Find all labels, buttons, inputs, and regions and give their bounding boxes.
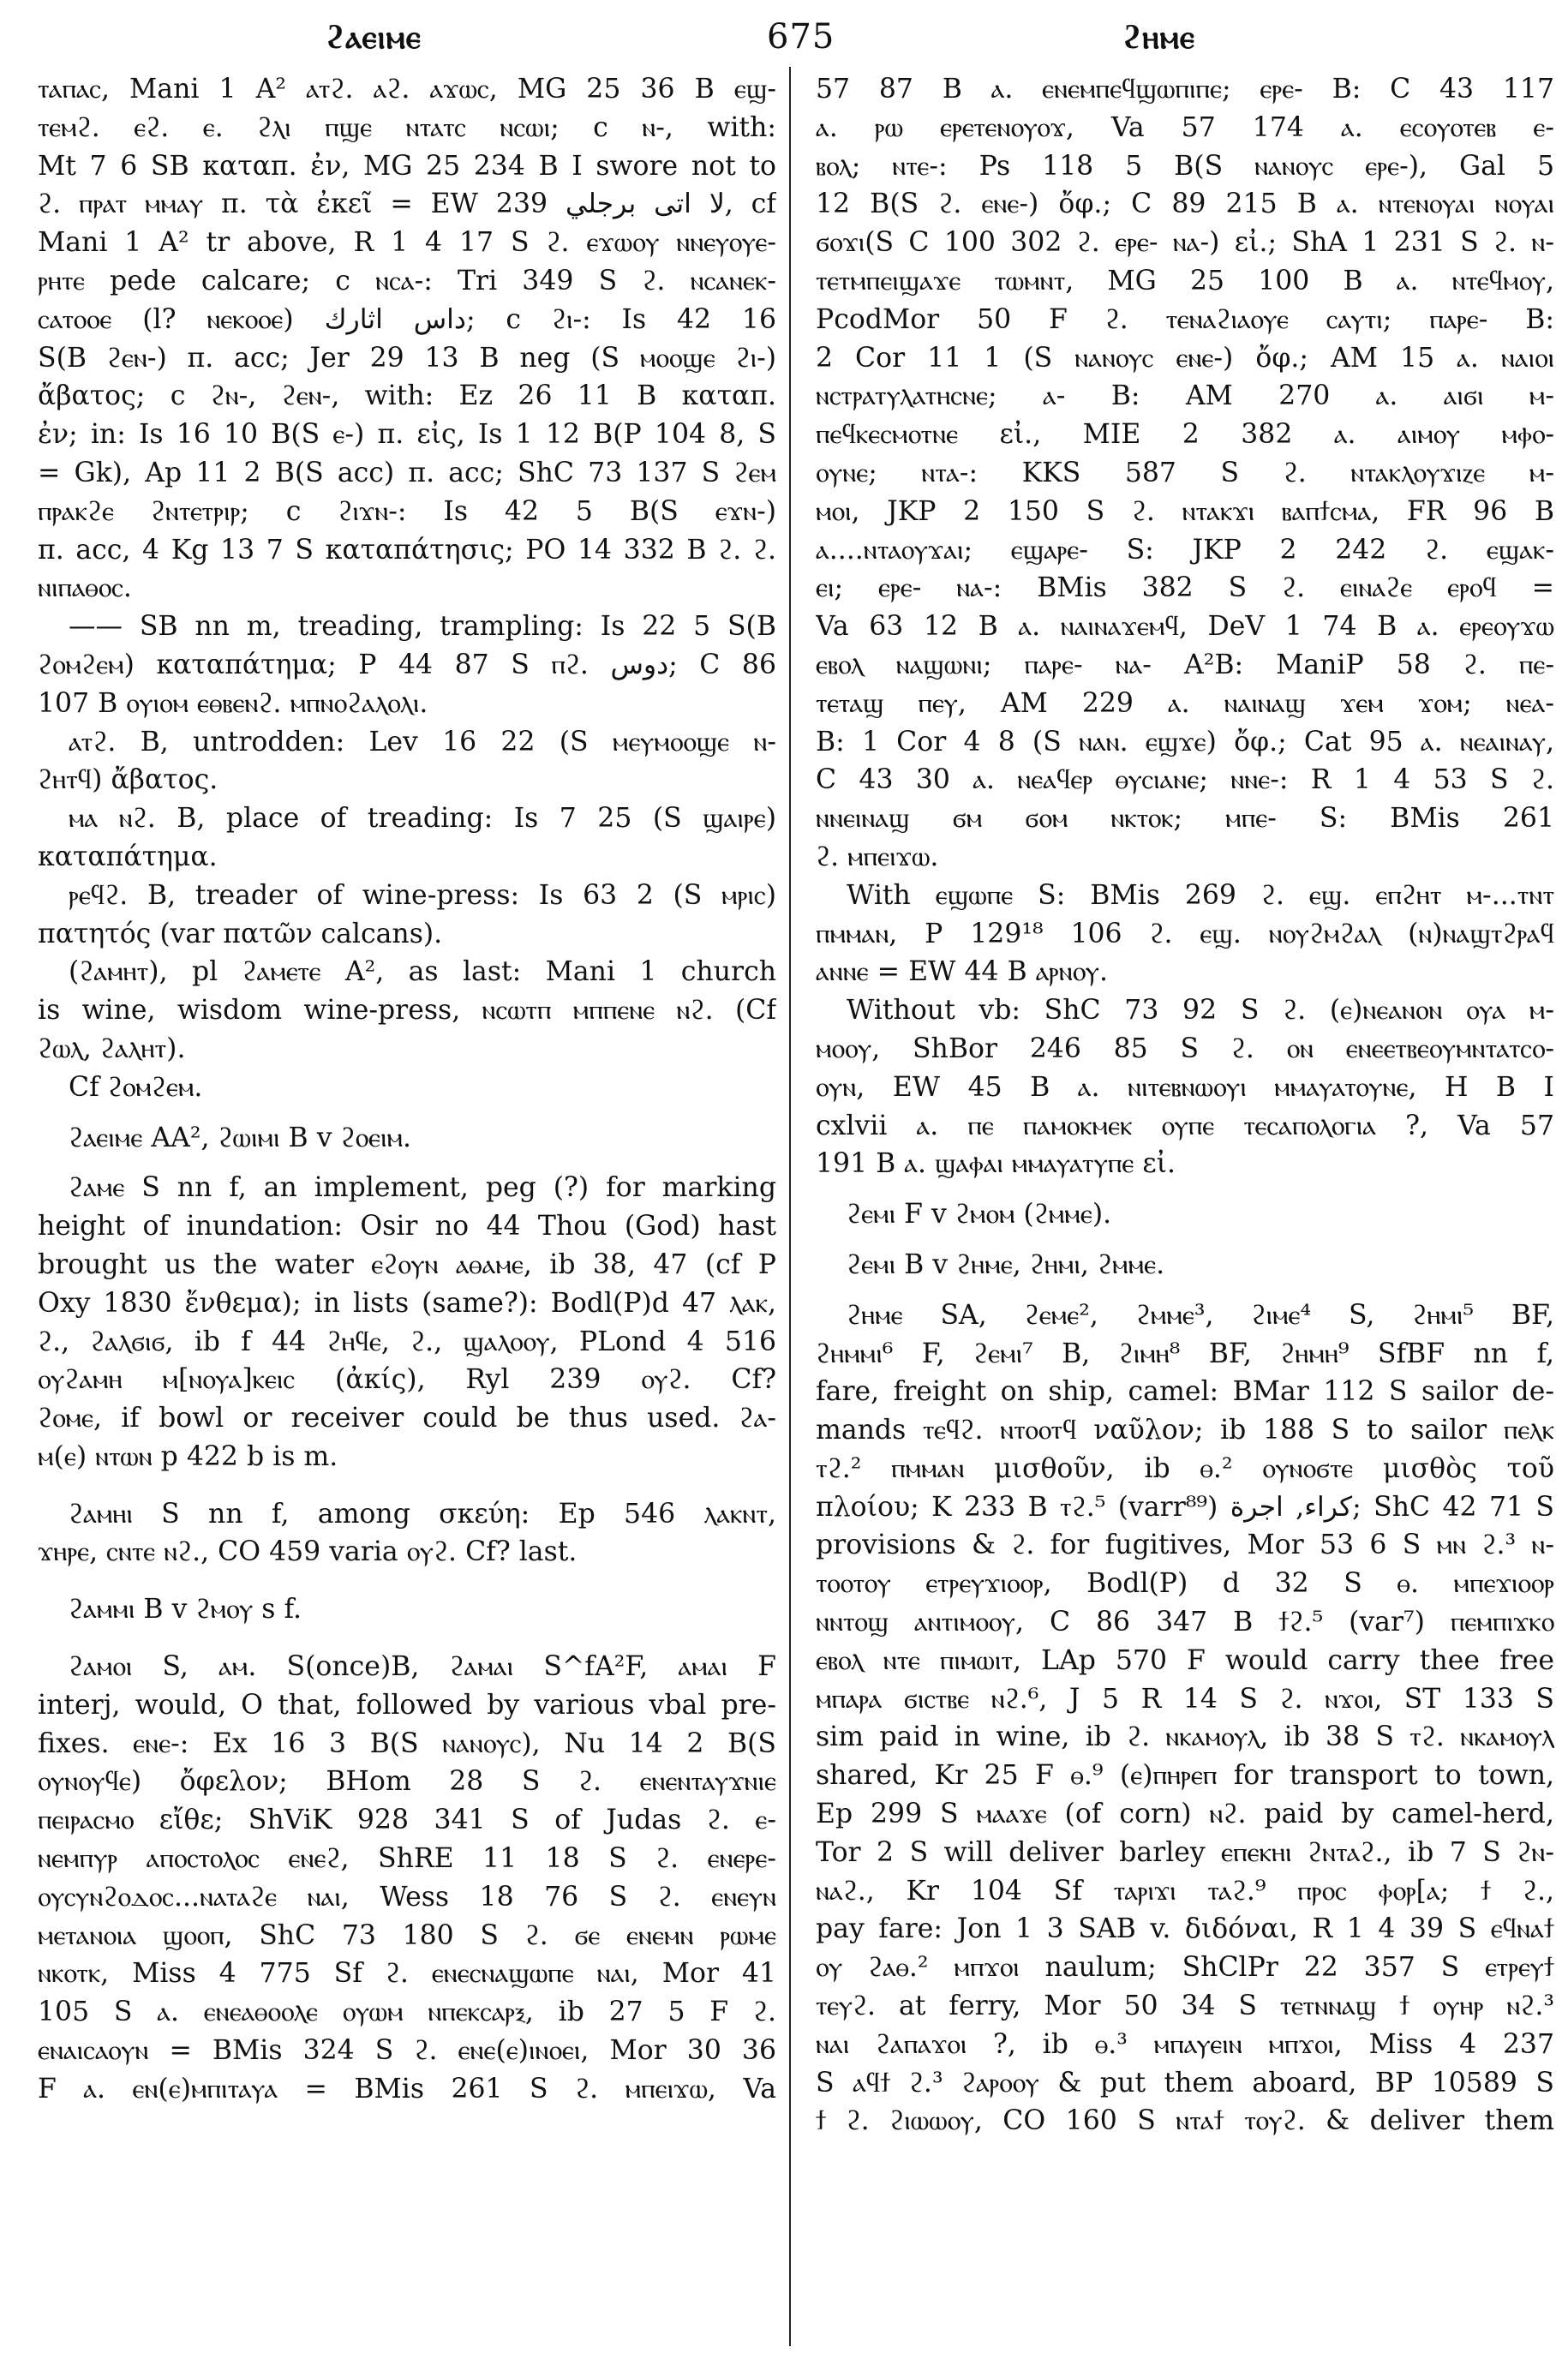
entry-headword-line: ϩⲉⲙⲓ B v ϩⲏⲙⲉ, ϩⲏⲙⲓ, ϩⲙⲙⲉ. xyxy=(847,1248,1165,1280)
running-head xyxy=(0,12,1568,63)
text-line: ⲛⲛⲉⲓⲛⲁϣ ϭⲙ ϭⲟⲙ ⲛⲕⲧⲟⲕ; ⲙⲡⲉ- S: BMis 261 xyxy=(816,803,1554,835)
text-line: With ⲉϣⲱⲡⲉ S: BMis 269 ϩ. ⲉϣ. ⲉⲡϩⲏⲧ ⲙ-...ⲧⲛⲧ xyxy=(847,879,1554,911)
text-line: ⲙⲁ ⲛϩ. B, place of treading: Is 7 25 (S ϣⲁⲓⲣⲉ) xyxy=(69,803,776,835)
entry-headword-line: ϩⲁⲙⲏⲓ S nn f, among σκεύη: Ep 546 ⲗⲁⲕⲛⲧ, xyxy=(69,1498,776,1530)
text-line: ⲧϩ.² ⲡⲙⲙⲁⲛ μισθοῦν, ib ⲑ.² ⲟⲩⲛⲟϭⲧⲉ μισθὸς τοῦ xyxy=(816,1452,1554,1484)
text-line: ἐν; in: Is 16 10 B(S ⲉ-) π. εἰς, Is 1 12 B(P 104 8, S xyxy=(38,419,776,451)
text-line: is wine, wisdom wine-press, ⲛⲥⲱⲧⲡ ⲙⲡⲡⲉⲛⲉ ⲛϩ. (Cf xyxy=(38,995,776,1027)
text-line: ⲧⲉⲧⲁϣ ⲡⲉⲩ, AM 229 ⲁ. ⲛⲁⲓⲛⲁϣ ϫⲉⲙ ϫⲟⲙ; ⲛⲉⲁ- xyxy=(816,687,1554,719)
text-line: ⲁⲛⲛⲉ = EW 44 B ⲁⲣⲛⲟⲩ. xyxy=(816,956,1108,988)
text-line: ⲛⲛⲧⲟϣ ⲁⲛⲧⲓⲙⲟⲟⲩ, C 86 347 B ϯϩ.⁵ (var⁷) ⲡⲉⲙⲡⲓϫⲕⲟ xyxy=(816,1607,1554,1638)
text-line: ⲣⲏⲧⲉ pede calcare; c ⲛⲥⲁ-: Tri 349 S ϩ. ⲛⲥⲁⲛⲉⲕ- xyxy=(38,265,776,296)
entry-headword-line: ϩⲁⲙⲙⲓ B v ϩⲙⲟⲩ s f. xyxy=(69,1594,302,1626)
text-line: ϫⲏⲣⲉ, ⲥⲛⲧⲉ ⲛϩ., CO 459 varia ⲟⲩϩ. Cf? last. xyxy=(38,1536,578,1568)
text-line: ⲟⲩⲛⲟⲩϥⲉ) ὄφελον; BHom 28 S ϩ. ⲉⲛⲉⲛⲧⲁⲩϫⲛⲓⲉ xyxy=(38,1766,776,1798)
text-line: ⲟⲩⲛ, EW 45 B ⲁ. ⲛⲓⲧⲉⲃⲛⲱⲟⲩⲓ ⲙⲙⲁⲩⲁⲧⲟⲩⲛⲉ, H B I xyxy=(816,1071,1554,1103)
entry-headword-line: ϩⲁⲙⲉ S nn f, an implement, peg (?) for marking xyxy=(69,1172,776,1204)
text-line: ⲁⲧϩ. B, untrodden: Lev 16 22 (S ⲙⲉⲩⲙⲟⲟϣⲉ ⲛ- xyxy=(69,726,776,757)
text-line: Ep 299 S ⲙⲁⲁϫⲉ (of corn) ⲛϩ. paid by camel-herd, xyxy=(816,1799,1554,1830)
left-column xyxy=(38,70,776,2350)
text-line: = Gk), Ap 11 2 B(S acc) π. acc; ShC 73 137 S ϩⲉⲙ xyxy=(38,457,776,488)
text-line: ϯ ϩ. ϩⲓⲱⲱⲟⲩ, CO 160 S ⲛⲧⲁϯ ⲧⲟⲩϩ. & deliver them xyxy=(816,2105,1554,2137)
text-line: ϩⲏⲙⲙⲓ⁶ F, ϩⲉⲙⲓ⁷ B, ϩⲓⲙⲏ⁸ BF, ϩⲏⲙⲏ⁹ SfBF nn f, xyxy=(816,1338,1554,1369)
running-head-right-word: ϩⲏⲙⲉ xyxy=(1122,17,1195,56)
text-line: (ϩⲁⲙⲏⲧ), pl ϩⲁⲙⲉⲧⲉ A², as last: Mani 1 church xyxy=(69,956,776,988)
text-line: ⲙⲟⲟⲩ, ShBor 246 85 S ϩ. ⲟⲛ ⲉⲛⲉⲉⲧⲃⲉⲟⲩⲙⲛⲧⲁⲧⲥⲟ- xyxy=(816,1033,1554,1064)
text-line: ⲡⲣⲁⲕϩⲉ ϩⲛⲧⲉⲧⲣⲓⲣ; c ϩⲓϫⲛ-: Is 42 5 B(S ⲉϫⲛ-) xyxy=(38,495,776,527)
text-line: pay fare: Jon 1 3 SAB v. διδόναι, R 1 4 39 S ⲉϥⲛⲁϯ xyxy=(816,1913,1554,1945)
text-line: ⲡⲙⲙⲁⲛ, P 129¹⁸ 106 ϩ. ⲉϣ. ⲛⲟⲩϩⲙϩⲁⲗ (ⲛ)ⲛⲁϣⲧϩⲣⲁϥ xyxy=(816,918,1554,949)
text-line: 191 B ⲁ. ϣⲁⲫⲁⲓ ⲙⲙⲁⲩⲁⲧⲩⲡⲉ εἰ. xyxy=(816,1148,1176,1180)
text-line: sim paid in wine, ib ϩ. ⲛⲕⲁⲙⲟⲩⲗ, ib 38 S ⲧϩ. ⲛⲕⲁⲙⲟⲩⲗ xyxy=(816,1721,1554,1753)
text-line: interj, would, O that, followed by various vbal pre- xyxy=(38,1689,776,1721)
entry-headword-line: ϩⲁⲉⲓⲙⲉ AA², ϩⲱⲓⲙⲓ B v ϩⲟⲉⲓⲙ. xyxy=(69,1122,412,1153)
running-head-left-word: ϩⲁⲉⲓⲙⲉ xyxy=(326,17,422,56)
text-line: ⲟⲩⲛⲉ; ⲛⲧⲁ-: KKS 587 S ϩ. ⲛⲧⲁⲕⲗⲟⲩϫⲓⲍⲉ ⲙ- xyxy=(816,457,1554,488)
text-line: Tor 2 S will deliver barley ⲉⲡⲉⲕⲏⲓ ϩⲛⲧⲁϩ., ib 7 S ϩⲛ- xyxy=(816,1836,1554,1868)
entry-headword-line: ϩⲁⲙⲟⲓ S, ⲁⲙ. S(once)B, ϩⲁⲙⲁⲓ S^fA²F, ⲁⲙⲁⲓ F xyxy=(69,1651,776,1683)
text-line: Without vb: ShC 73 92 S ϩ. (ⲉ)ⲛⲉⲁⲛⲟⲛ ⲟⲩⲁ ⲙ- xyxy=(847,995,1554,1027)
text-line: ϭⲟϫⲓ(S C 100 302 ϩ. ⲉⲣⲉ- ⲛⲁ-) εἰ.; ShA 1 231 S ϩ. ⲛ- xyxy=(816,227,1554,259)
text-line: ⲙⲡⲁⲣⲁ ϭⲓⲥⲧⲃⲉ ⲛϩ.⁶, J 5 R 14 S ϩ. ⲛϫⲟⲓ, ST 133 S xyxy=(816,1683,1554,1715)
text-line xyxy=(816,2140,1554,2179)
text-line: S ⲁϥϯ ϩ.³ ϩⲁⲣⲟⲟⲩ & put them aboard, BP 10589 S xyxy=(816,2067,1554,2099)
text-line: Mani 1 A² tr above, R 1 4 17 S ϩ. ⲉϫⲱⲟⲩ ⲛⲛⲉⲩⲟⲩⲉ- xyxy=(38,227,776,259)
text-line: ⲛⲉⲙⲡⲩⲣ ⲁⲡⲟⲥⲧⲟⲗⲟⲥ ⲉⲛⲉϩ, ShRE 11 18 S ϩ. ⲉⲛⲉⲣⲉ- xyxy=(38,1843,776,1875)
text-line: ⲛⲁⲓ ϩⲁⲡⲁϫⲟⲓ ?, ib ⲑ.³ ⲙⲡⲁⲩⲉⲓⲛ ⲙⲡϫⲟⲓ, Miss 4 237 xyxy=(816,2028,1554,2060)
text-line: ⲧⲉⲩϩ. at ferry, Mor 50 34 S ⲧⲉⲧⲛⲛⲁϣ ϯ ⲟⲩⲏⲣ ⲛϩ.³ xyxy=(816,1991,1554,2022)
text-line: 57 87 B ⲁ. ⲉⲛⲉⲙⲡⲉϥϣⲱⲡⲓⲡⲉ; ⲉⲣⲉ- B: C 43 117 xyxy=(816,74,1554,105)
text-line: 2 Cor 11 1 (S ⲛⲁⲛⲟⲩⲥ ⲉⲛⲉ-) ὄφ.; AM 15 ⲁ. ⲛⲁⲓⲟⲓ xyxy=(816,342,1554,374)
text-line: ϩ. ⲙⲡⲉⲓϫⲱ. xyxy=(816,841,939,872)
text-line: PcodMor 50 F ϩ. ⲧⲉⲛⲁϩⲓⲁⲟⲩⲉ ⲥⲁⲩⲧⲓ; ⲡⲁⲣⲉ- B: xyxy=(816,303,1554,335)
text-line: ⲧⲉⲧⲙⲡⲉⲓϣⲁϫⲉ ⲧⲱⲙⲛⲧ, MG 25 100 B ⲁ. ⲛⲧⲉϥⲙⲟⲩ, xyxy=(816,265,1554,296)
text-line: C 43 30 ⲁ. ⲛⲉⲁϥⲉⲣ ⲑⲩⲥⲓⲁⲛⲉ; ⲛⲛⲉ-: R 1 4 53 S ϩ. xyxy=(816,764,1554,796)
text-line: ⲟⲩϩⲁⲙⲏ ⲙ[ⲛⲟⲩⲁ]ⲕⲉⲓⲥ (ἀκίς), Ryl 239 ⲟⲩϩ. Cf? xyxy=(38,1364,776,1396)
text-line: ⲡⲉϥⲕⲉⲥⲙⲟⲧⲛⲉ εἰ., MIE 2 382 ⲁ. ⲁⲓⲙⲟⲩ ⲙⲫⲟ- xyxy=(816,419,1554,451)
text-line: brought us the water ⲉϩⲟⲩⲛ ⲁⲑⲁⲙⲉ, ib 38, 47 (cf P xyxy=(38,1248,776,1280)
text-line: ⲙⲟⲓ, JKP 2 150 S ϩ. ⲛⲧⲁⲕϫⲓ ⲃⲁⲡϯⲥⲙⲁ, FR 96 B xyxy=(816,495,1554,527)
text-line: 105 S ⲁ. ⲉⲛⲉⲁⲑⲟⲟⲗⲉ ⲟⲩⲱⲙ ⲛⲡⲉⲕⲥⲁⲣⲝ, ib 27 5 F ϩ. xyxy=(38,1997,776,2028)
text-line: cxlvii ⲁ. ⲡⲉ ⲡⲁⲙⲟⲕⲙⲉⲕ ⲟⲩⲡⲉ ⲧⲉⲥⲁⲡⲟⲗⲟⲅⲓⲁ ?, Va 57 xyxy=(816,1110,1554,1141)
text-line: provisions & ϩ. for fugitives, Mor 53 6 S ⲙⲛ ϩ.³ ⲛ- xyxy=(816,1530,1554,1561)
page-number: 675 xyxy=(767,17,835,57)
text-line: ⲛⲕⲟⲧⲕ, Miss 4 775 Sf ϩ. ⲉⲛⲉⲥⲛⲁϣⲱⲡⲉ ⲛⲁⲓ, Mor 41 xyxy=(38,1958,776,1990)
text-line: Oxy 1830 ἔνθεμα); in lists (same?): Bodl(P)d 47 ⲗⲁⲕ, xyxy=(38,1287,776,1319)
entry-headword-line: ϩⲏⲙⲉ SA, ϩⲉⲙⲉ², ϩⲙⲙⲉ³, ϩⲓⲙⲉ⁴ S, ϩⲏⲙⲓ⁵ BF, xyxy=(847,1299,1554,1331)
text-line xyxy=(38,2109,776,2147)
text-line: ϩⲟⲙⲉ, if bowl or receiver could be thus used. ϩⲁ- xyxy=(38,1403,776,1434)
text-line: ⲛⲁϩ., Kr 104 Sf ⲧⲁⲣⲓϫⲓ ⲧⲁϩ.⁹ ⲡⲣⲟⲥ ⲫⲟⲣ[ⲁ; ϯ ϩ., xyxy=(816,1875,1554,1907)
text-line: Cf ϩⲟⲙϩⲉⲙ. xyxy=(69,1071,203,1103)
text-line: ⲁ....ⲛⲧⲁⲟⲩϫⲁⲓ; ⲉϣⲁⲣⲉ- S: JKP 2 242 ϩ. ⲉϣⲁⲕ- xyxy=(816,534,1554,566)
text-line: πλοίου; K 233 B ⲧϩ.⁵ (varr⁸⁹) كراء, اجرة; ShC 42 71 S xyxy=(816,1491,1554,1523)
text-line: fixes. ⲉⲛⲉ-: Ex 16 3 B(S ⲛⲁⲛⲟⲩⲥ), Nu 14 2 B(S xyxy=(38,1727,776,1759)
text-line: πατητός (var πατῶν calcans). xyxy=(38,918,443,949)
text-line: ⲃⲟⲗ; ⲛⲧⲉ-: Ps 118 5 B(S ⲛⲁⲛⲟⲩⲥ ⲉⲣⲉ-), Gal 5 xyxy=(816,150,1554,182)
text-line: ϩ., ϩⲁⲗϭⲓϭ, ib f 44 ϩⲏϥⲉ, ϩ., ϣⲁⲗⲟⲟⲩ, PLond 4 516 xyxy=(38,1326,776,1357)
entry-headword-line: ϩⲉⲙⲓ F v ϩⲙⲟⲙ (ϩⲙⲙⲉ). xyxy=(847,1199,1112,1230)
text-line: π. acc, 4 Kg 13 7 S καταπάτησις; PO 14 332 B ϩ. ϩ. xyxy=(38,534,776,566)
text-line: ⲟⲩⲥⲩⲛϩⲟⲇⲟⲥ...ⲛⲁⲧⲁϩⲉ ⲛⲁⲓ, Wess 18 76 S ϩ. ⲉⲛⲉⲩⲛ xyxy=(38,1881,776,1913)
right-column xyxy=(816,70,1554,2350)
text-line: height of inundation: Osir no 44 Thou (God) hast xyxy=(38,1211,776,1242)
text-line: fare, freight on ship, camel: BMar 112 S sailor de- xyxy=(816,1376,1554,1408)
text-line: ⲟⲩ ϩⲁⲑ.² ⲙⲡϫⲟⲓ naulum; ShClPr 22 357 S ⲉⲧⲣⲉⲩϯ xyxy=(816,1952,1554,1984)
text-line: ϩⲏⲧϥ) ἄβατος. xyxy=(38,764,218,796)
text-line: ⲧⲟⲟⲧⲟⲩ ⲉⲧⲣⲉⲩϫⲓⲟⲟⲣ, Bodl(P) d 32 S ⲑ. ⲙⲡⲉϫⲓⲟⲟⲣ xyxy=(816,1568,1554,1600)
text-line: ⲣⲉϥϩ. B, treader of wine-press: Is 63 2 (S ⲙⲣⲓⲥ) xyxy=(69,879,776,911)
text-line: ⲧⲉⲙϩ. ⲉϩ. ⲉ. ϩⲗⲓ ⲡϣⲉ ⲛⲧⲁⲧⲥ ⲛⲥⲱⲓ; c ⲛ-, with: xyxy=(38,111,776,143)
text-line: Mt 7 6 SB καταπ. ἐν, MG 25 234 B I swore not to xyxy=(38,150,776,182)
text-line: ⲡⲉⲓⲣⲁⲥⲙⲟ εἴθε; ShViK 928 341 S of Judas ϩ. ⲉ- xyxy=(38,1805,776,1836)
text-line: ἄβατος; c ϩⲛ-, ϩⲉⲛ-, with: Ez 26 11 B καταπ. xyxy=(38,380,776,412)
text-line: ⲉⲃⲟⲗ ⲛⲁϣⲱⲛⲓ; ⲡⲁⲣⲉ- ⲛⲁ- A²B: ManiP 58 ϩ. ⲡⲉ- xyxy=(816,649,1554,680)
text-line: ⲙⲉⲧⲁⲛⲟⲓⲁ ϣⲟⲟⲡ, ShC 73 180 S ϩ. ϭⲉ ⲉⲛⲉⲙⲛ ⲣⲱⲙⲉ xyxy=(38,1919,776,1951)
text-line: ⲁ. ⲣⲱ ⲉⲣⲉⲧⲉⲛⲟⲩⲟϫ, Va 57 174 ⲁ. ⲉⲥⲟⲩⲟⲧⲉⲃ ⲉ- xyxy=(816,111,1554,143)
text-line: ⲧⲁⲡⲁⲥ, Mani 1 A² ⲁⲧϩ. ⲁϩ. ⲁϫⲱⲥ, MG 25 36 B ⲉϣ- xyxy=(38,74,776,105)
text-line: Va 63 12 B ⲁ. ⲛⲁⲓⲛⲁϫⲉⲙϥ, DeV 1 74 B ⲁ. ⲉⲣⲉⲟⲩϫⲱ xyxy=(816,611,1554,643)
text-line: 12 B(S ϩ. ⲉⲛⲉ-) ὄφ.; C 89 215 B ⲁ. ⲛⲧⲉⲛⲟⲩⲁⲓ ⲛⲟⲩⲁⲓ xyxy=(816,189,1554,220)
text-line: ϩⲱⲗ, ϩⲁⲗⲏⲧ). xyxy=(38,1033,186,1064)
text-line: shared, Kr 25 F ⲑ.⁹ (ⲉ)ⲡⲏⲣⲉⲡ for transport to town, xyxy=(816,1760,1554,1792)
text-line: ϩⲟⲙϩⲉⲙ) καταπάτημα; P 44 87 S ⲡϩ. دوس; C 86 xyxy=(38,649,776,680)
text-line: ⲉⲛⲁⲓⲥⲁⲟⲩⲛ = BMis 324 S ϩ. ⲉⲛⲉ(ⲉ)ⲓⲛⲟⲉⲓ, Mor 30 36 xyxy=(38,2035,776,2067)
text-line: καταπάτημα. xyxy=(38,841,218,872)
text-line: ⲛⲥⲧⲣⲁⲧⲩⲗⲁⲧⲏⲥⲛⲉ; ⲁ- B: AM 270 ⲁ. ⲁⲓϭⲓ ⲙ- xyxy=(816,380,1554,412)
text-line: —— SB nn m, treading, trampling: Is 22 5 S(B xyxy=(69,611,776,643)
text-line: ϩ. ⲡⲣⲁⲧ ⲙⲙⲁⲩ π. τὰ ἐκεῖ = EW 239 لا اتى برجلي, cf xyxy=(38,189,776,220)
text-line: ⲥⲁⲧⲟⲟⲉ (l? ⲛⲉⲕⲟⲟⲉ) داس اثارك; c ϩⲓ-: Is 42 16 xyxy=(38,303,776,335)
text-line: mands ⲧⲉϥϩ. ⲛⲧⲟⲟⲧϥ ναῦλον; ib 188 S to sailor ⲡⲉⲗⲕ xyxy=(816,1415,1554,1446)
text-line: ⲉⲓ; ⲉⲣⲉ- ⲛⲁ-: BMis 382 S ϩ. ⲉⲓⲛⲁϩⲉ ⲉⲣⲟϥ = xyxy=(816,572,1554,604)
column-divider-rule xyxy=(789,67,791,2346)
text-line: ⲉⲃⲟⲗ ⲛⲧⲉ ⲡⲓⲙⲱⲓⲧ, LAp 570 F would carry thee free xyxy=(816,1644,1554,1676)
text-line: S(B ϩⲉⲛ-) π. acc; Jer 29 13 B neg (S ⲙⲟⲟϣⲉ ϩⲓ-) xyxy=(38,342,776,374)
text-line: B: 1 Cor 4 8 (S ⲛⲁⲛ. ⲉϣϫⲉ) ὄφ.; Cat 95 ⲁ. ⲛⲉⲁⲓⲛⲁⲩ, xyxy=(816,726,1554,757)
text-line: F ⲁ. ⲉⲛ(ⲉ)ⲙⲡⲓⲧⲁⲩⲁ = BMis 261 S ϩ. ⲙⲡⲉⲓϫⲱ, Va xyxy=(38,2073,776,2105)
text-line: ⲙ(ⲉ) ⲛⲧⲱⲛ p 422 b is m. xyxy=(38,1440,338,1472)
text-line: ⲛⲓⲡⲁⲑⲟⲥ. xyxy=(38,572,132,604)
text-line: 107 B ⲟⲩⲓⲟⲙ ⲉⲑⲃⲉⲛϩ. ⲙⲡⲛⲟϩⲁⲗⲟⲗⲓ. xyxy=(38,687,428,719)
